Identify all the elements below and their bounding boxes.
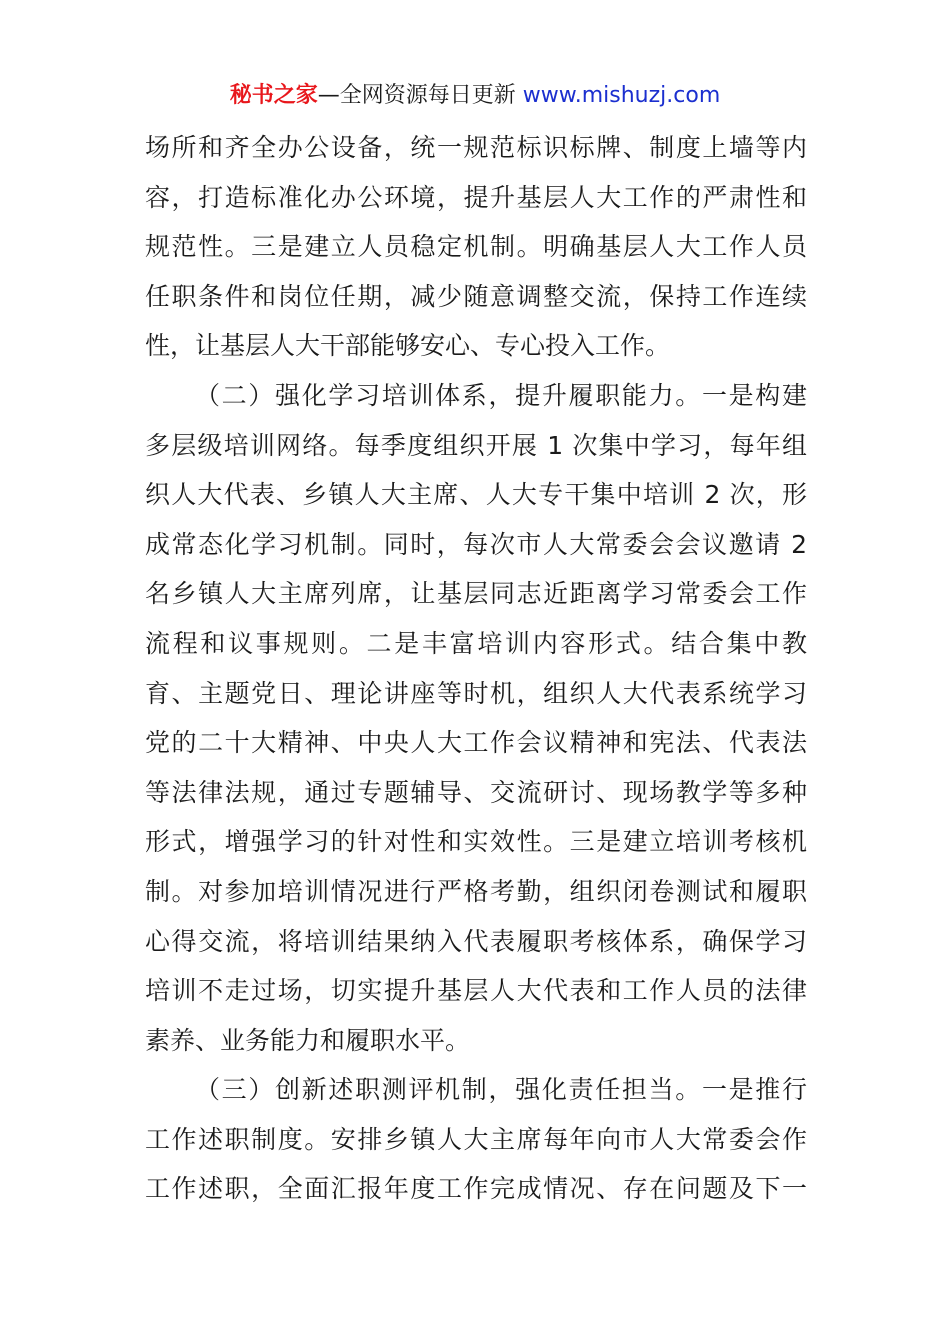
text-line: 流程和议事规则。二是丰富培训内容形式。结合集中教 xyxy=(145,628,807,658)
text-line: 规范性。三是建立人员稳定机制。明确基层人大工作人员 xyxy=(145,232,807,262)
text-line: 素养、业务能力和履职水平。 xyxy=(145,1025,471,1055)
text-line: 容，打造标准化办公环境，提升基层人大工作的严肃性和 xyxy=(145,182,807,212)
text-line: 育、主题党日、理论讲座等时机，组织人大代表系统学习 xyxy=(145,678,807,708)
text-line: 等法律法规，通过专题辅导、交流研讨、现场教学等多种 xyxy=(145,777,807,807)
text-line: 多层级培训网络。每季度组织开展 1 次集中学习，每年组 xyxy=(145,430,807,460)
text-line: （三）创新述职测评机制，强化责任担当。一是推行 xyxy=(195,1075,807,1105)
text-line: 工作述职，全面汇报年度工作完成情况、存在问题及下一 xyxy=(145,1174,807,1204)
text-line: 工作述职制度。安排乡镇人大主席每年向市人大常委会作 xyxy=(145,1124,807,1154)
text-line: 党的二十大精神、中央人大工作会议精神和宪法、代表法 xyxy=(145,728,807,758)
text-line: 成常态化学习机制。同时，每次市人大常委会会议邀请 2 xyxy=(145,529,807,559)
text-line: 培训不走过场，切实提升基层人大代表和工作人员的法律 xyxy=(145,976,807,1006)
site-url: www.mishuzj.com xyxy=(522,83,721,108)
text-line: （二）强化学习培训体系，提升履职能力。一是构建 xyxy=(195,380,807,410)
text-line: 制。对参加培训情况进行严格考勤，组织闭卷测试和履职 xyxy=(145,876,807,906)
header-tagline: —全网资源每日更新 xyxy=(317,83,523,108)
watermark-header xyxy=(0,80,950,112)
document-body xyxy=(145,123,807,1214)
text-line: 性，让基层人大干部能够安心、专心投入工作。 xyxy=(145,331,671,361)
text-line: 场所和齐全办公设备，统一规范标识标牌、制度上墙等内 xyxy=(145,133,807,162)
text-line: 任职条件和岗位任期，减少随意调整交流，保持工作连续 xyxy=(145,281,807,311)
text-line: 心得交流，将培训结果纳入代表履职考核体系，确保学习 xyxy=(145,926,807,956)
text-line: 织人大代表、乡镇人大主席、人大专干集中培训 2 次，形 xyxy=(145,480,807,510)
brand-name: 秘书之家 xyxy=(229,83,318,108)
text-line: 形式，增强学习的针对性和实效性。三是建立培训考核机 xyxy=(145,827,807,857)
text-line: 名乡镇人大主席列席，让基层同志近距离学习常委会工作 xyxy=(145,579,807,609)
